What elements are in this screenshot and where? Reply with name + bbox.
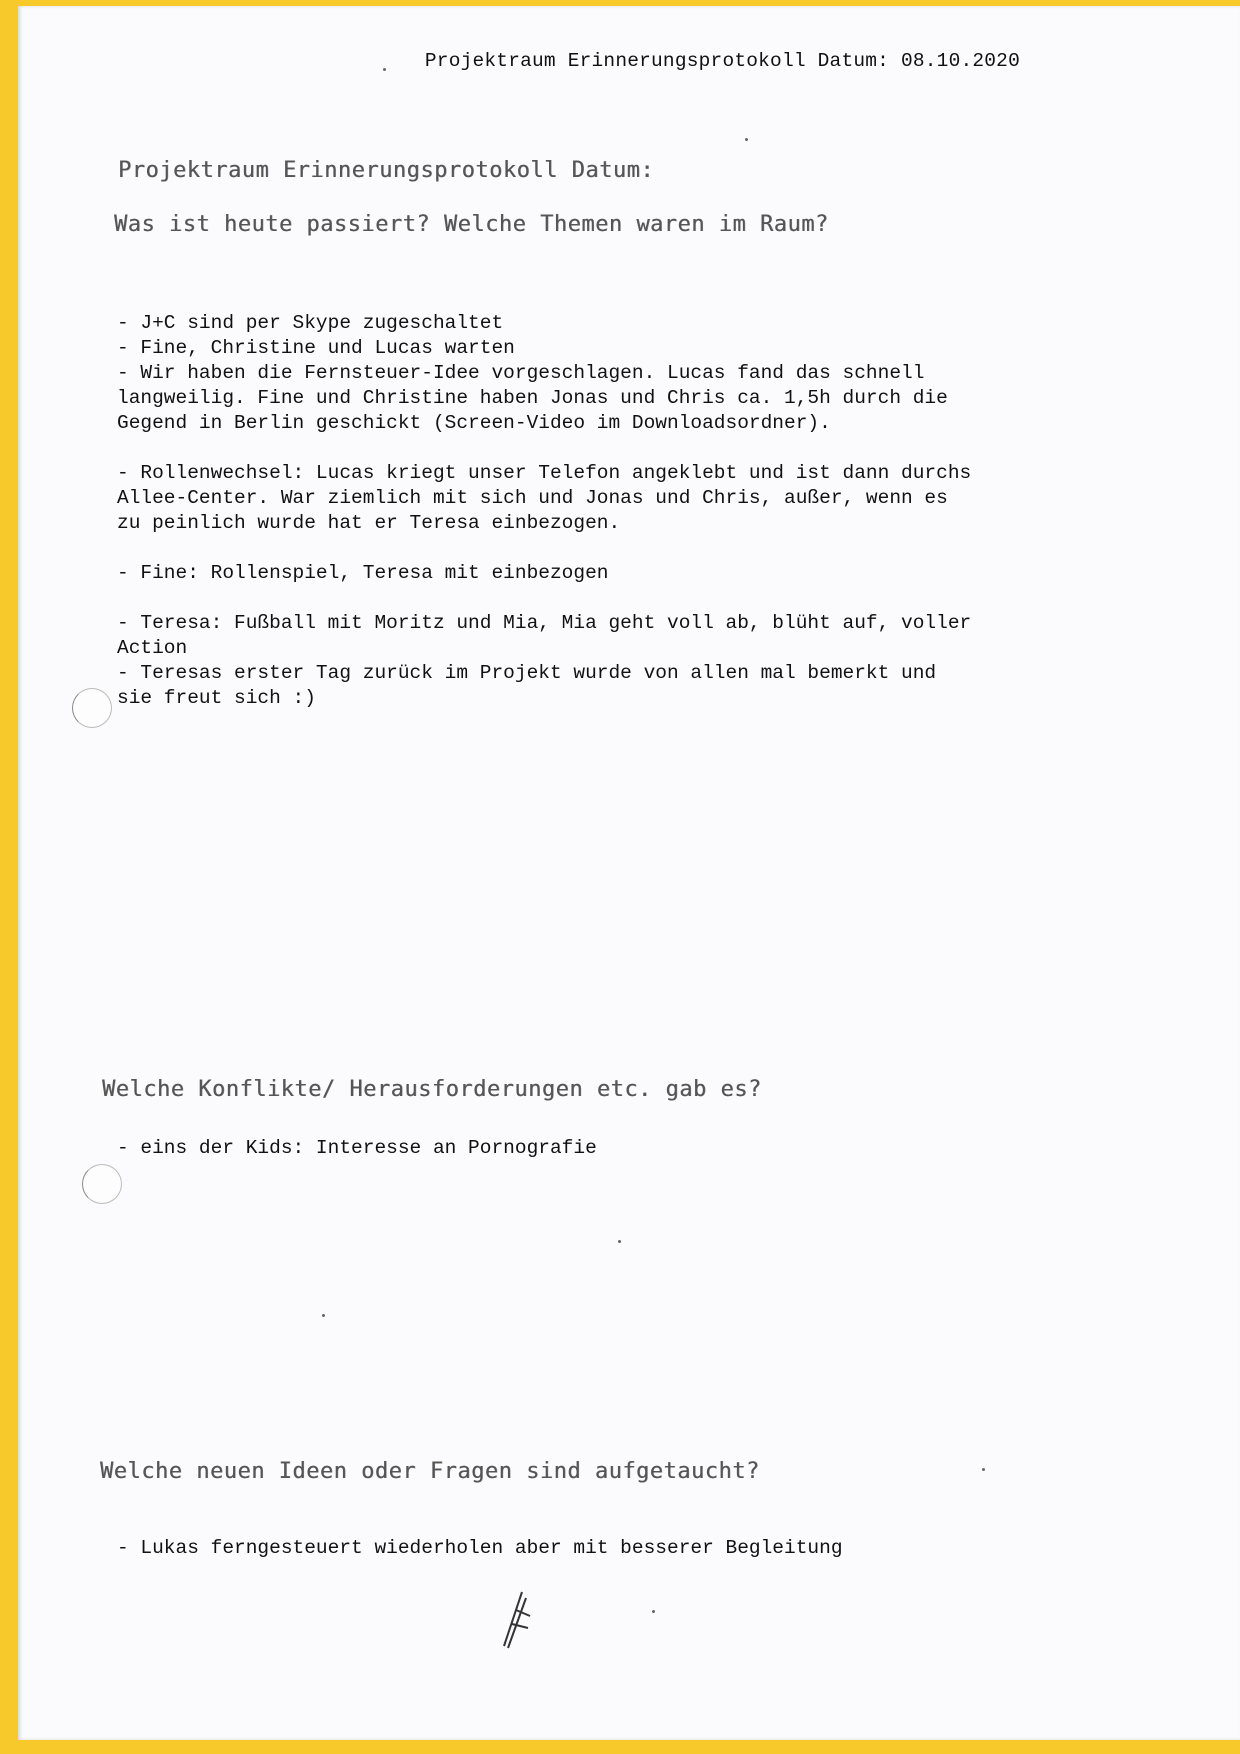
text-line: zu peinlich wurde hat er Teresa einbezogen.	[117, 512, 621, 534]
scan-speck	[652, 1610, 655, 1613]
text-line: - J+C sind per Skype zugeschaltet	[117, 312, 504, 334]
text-line: - Fine, Christine und Lucas warten	[117, 337, 515, 359]
text-line: - Lukas ferngesteuert wiederholen aber mit besserer Begleitung	[117, 1537, 843, 1559]
text-line: Gegend in Berlin geschickt (Screen-Video im Downloadsordner).	[117, 412, 831, 434]
scan-speck	[322, 1314, 325, 1317]
scan-speck	[745, 138, 748, 141]
page-header: Projektraum Erinnerungsprotokoll Datum: 08.10.2020	[424, 50, 1020, 72]
text-line: - Teresas erster Tag zurück im Projekt wurde von allen mal bemerkt und	[117, 662, 937, 684]
scan-speck	[618, 1240, 621, 1243]
question-new-ideas: Welche neuen Ideen oder Fragen sind aufgetaucht?	[100, 1459, 760, 1484]
text-line	[117, 436, 971, 461]
text-line	[117, 536, 971, 561]
answer-conflicts	[117, 1136, 597, 1161]
scan-speck	[982, 1468, 985, 1471]
punch-hole	[72, 688, 112, 728]
answer-new-ideas	[117, 1536, 843, 1561]
pen-mark	[494, 1590, 534, 1650]
text-line	[117, 586, 971, 611]
text-line: - eins der Kids: Interesse an Pornografie	[117, 1137, 597, 1159]
form-heading: Projektraum Erinnerungsprotokoll Datum:	[118, 158, 655, 183]
text-line: Allee-Center. War ziemlich mit sich und Jonas und Chris, außer, wenn es	[117, 487, 948, 509]
text-line: - Teresa: Fußball mit Moritz und Mia, Mia geht voll ab, blüht auf, voller	[117, 612, 972, 634]
text-line: - Rollenwechsel: Lucas kriegt unser Telefon angeklebt und ist dann durchs	[117, 462, 972, 484]
answer-what-happened	[117, 311, 971, 711]
text-line: sie freut sich :)	[117, 687, 316, 709]
text-line: langweilig. Fine und Christine haben Jonas und Chris ca. 1,5h durch die	[117, 387, 948, 409]
punch-hole	[82, 1164, 122, 1204]
text-line: - Wir haben die Fernsteuer-Idee vorgeschlagen. Lucas fand das schnell	[117, 362, 925, 384]
scan-speck	[383, 68, 386, 71]
text-line: - Fine: Rollenspiel, Teresa mit einbezogen	[117, 562, 609, 584]
text-line: Action	[117, 637, 188, 659]
question-conflicts: Welche Konflikte/ Herausforderungen etc. gab es?	[102, 1077, 762, 1102]
question-what-happened: Was ist heute passiert? Welche Themen waren im Raum?	[114, 212, 829, 237]
